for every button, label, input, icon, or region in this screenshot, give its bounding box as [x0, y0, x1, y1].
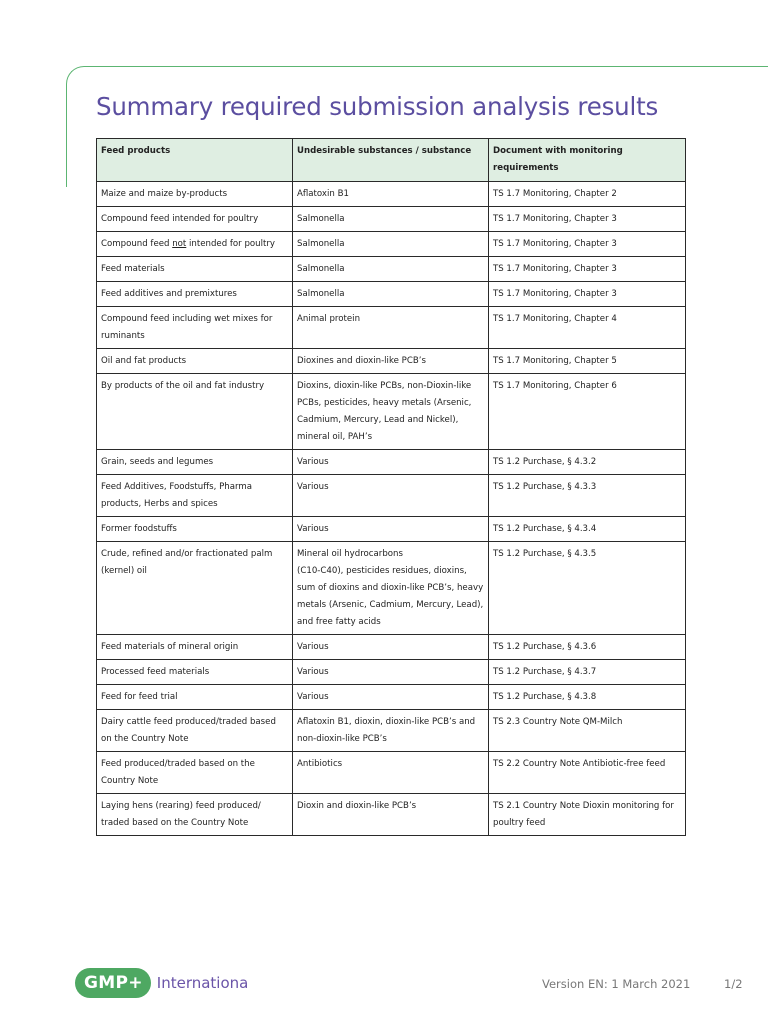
table-row — [97, 660, 686, 685]
cell-document: TS 2.2 Country Note Antibiotic-free feed — [489, 752, 686, 794]
cell-document: TS 1.2 Purchase, § 4.3.5 — [489, 542, 686, 635]
cell-document: TS 1.2 Purchase, § 4.3.7 — [489, 660, 686, 685]
table-row — [97, 685, 686, 710]
cell-substance: Aflatoxin B1 — [293, 182, 489, 207]
cell-product: Feed Additives, Foodstuffs, Pharma products, Herbs and spices — [97, 475, 293, 517]
table-row — [97, 282, 686, 307]
table-row — [97, 475, 686, 517]
gmp-logo — [75, 968, 248, 998]
cell-product: Feed additives and premixtures — [97, 282, 293, 307]
cell-substance: Various — [293, 450, 489, 475]
table-row — [97, 752, 686, 794]
cell-document: TS 1.7 Monitoring, Chapter 3 — [489, 257, 686, 282]
cell-product-part: Compound feed — [101, 239, 173, 249]
cell-product: Former foodstuffs — [97, 517, 293, 542]
table-row — [97, 542, 686, 635]
cell-document: TS 1.2 Purchase, § 4.3.8 — [489, 685, 686, 710]
cell-substance: Various — [293, 517, 489, 542]
cell-product: Grain, seeds and legumes — [97, 450, 293, 475]
cell-product-underlined: not — [172, 239, 187, 249]
cell-document: TS 1.2 Purchase, § 4.3.4 — [489, 517, 686, 542]
cell-product: Crude, refined and/or fractionated palm (kernel) oil — [97, 542, 293, 635]
cell-product — [97, 232, 293, 257]
table-row — [97, 349, 686, 374]
cell-product: By products of the oil and fat industry — [97, 374, 293, 450]
cell-product-line: Laying hens (rearing) feed produced/ — [101, 801, 261, 811]
table-row — [97, 450, 686, 475]
cell-document: TS 1.7 Monitoring, Chapter 2 — [489, 182, 686, 207]
cell-substance: Aflatoxin B1, dioxin, dioxin-like PCB’s and non-dioxin-like PCB’s — [293, 710, 489, 752]
cell-product: Processed feed materials — [97, 660, 293, 685]
cell-product-line: traded based on the Country Note — [101, 818, 249, 828]
table-header-row — [97, 139, 686, 182]
page-title: Summary required submission analysis results — [96, 92, 659, 121]
cell-product: Feed materials — [97, 257, 293, 282]
cell-document: TS 1.7 Monitoring, Chapter 3 — [489, 282, 686, 307]
cell-product: Feed produced/traded based on the Country Note — [97, 752, 293, 794]
cell-substance: Dioxines and dioxin-like PCB’s — [293, 349, 489, 374]
table-row — [97, 517, 686, 542]
cell-substance-line: Mineral oil hydrocarbons — [297, 549, 403, 559]
cell-document: TS 1.2 Purchase, § 4.3.2 — [489, 450, 686, 475]
table-row — [97, 182, 686, 207]
table-row — [97, 794, 686, 836]
cell-substance: Antibiotics — [293, 752, 489, 794]
cell-document: TS 1.7 Monitoring, Chapter 5 — [489, 349, 686, 374]
cell-substance: Salmonella — [293, 232, 489, 257]
cell-product — [97, 794, 293, 836]
cell-document: TS 2.3 Country Note QM-Milch — [489, 710, 686, 752]
gmp-logo-text: Internationa — [156, 974, 249, 992]
cell-substance: Various — [293, 660, 489, 685]
cell-substance: Salmonella — [293, 207, 489, 232]
cell-document: TS 1.7 Monitoring, Chapter 3 — [489, 207, 686, 232]
cell-substance: Dioxins, dioxin-like PCBs, non-Dioxin-like PCBs, pesticides, heavy metals (Arsenic, Cadmium, Mercury, Lead and Nickel), mineral oil, PAH’s — [293, 374, 489, 450]
cell-substance: Dioxin and dioxin-like PCB’s — [293, 794, 489, 836]
cell-document: TS 1.2 Purchase, § 4.3.6 — [489, 635, 686, 660]
table-row — [97, 232, 686, 257]
page-number: 1/2 — [724, 977, 743, 991]
cell-product: Dairy cattle feed produced/traded based on the Country Note — [97, 710, 293, 752]
cell-product: Compound feed intended for poultry — [97, 207, 293, 232]
table-row — [97, 635, 686, 660]
cell-product: Feed for feed trial — [97, 685, 293, 710]
cell-document: TS 1.7 Monitoring, Chapter 6 — [489, 374, 686, 450]
cell-product-part: intended for poultry — [186, 239, 275, 249]
header-feed-products: Feed products — [97, 139, 293, 182]
cell-document: TS 2.1 Country Note Dioxin monitoring for poultry feed — [489, 794, 686, 836]
cell-document: TS 1.7 Monitoring, Chapter 4 — [489, 307, 686, 349]
cell-substance: Various — [293, 635, 489, 660]
cell-product: Compound feed including wet mixes for ruminants — [97, 307, 293, 349]
cell-product: Feed materials of mineral origin — [97, 635, 293, 660]
cell-substance: Various — [293, 685, 489, 710]
summary-table — [96, 138, 686, 836]
cell-product: Oil and fat products — [97, 349, 293, 374]
gmp-logo-mark: GMP+ — [75, 968, 151, 998]
cell-substance — [293, 542, 489, 635]
table-row — [97, 257, 686, 282]
cell-substance: Salmonella — [293, 282, 489, 307]
cell-substance: Salmonella — [293, 257, 489, 282]
table-row — [97, 307, 686, 349]
version-label: Version EN: 1 March 2021 — [542, 977, 691, 991]
cell-substance: Various — [293, 475, 489, 517]
header-undesirable-substances: Undesirable substances / substance — [293, 139, 489, 182]
table-row — [97, 207, 686, 232]
cell-substance-line: (C10-C40), pesticides residues, dioxins, sum of dioxins and dioxin-like PCB’s, heavy metals (Arsenic, Cadmium, Mercury, Lead), and free fatty acids — [297, 566, 484, 627]
cell-substance: Animal protein — [293, 307, 489, 349]
header-document: Document with monitoring requirements — [489, 139, 686, 182]
table-row — [97, 710, 686, 752]
cell-product: Maize and maize by-products — [97, 182, 293, 207]
cell-document: TS 1.2 Purchase, § 4.3.3 — [489, 475, 686, 517]
cell-document: TS 1.7 Monitoring, Chapter 3 — [489, 232, 686, 257]
table-row — [97, 374, 686, 450]
